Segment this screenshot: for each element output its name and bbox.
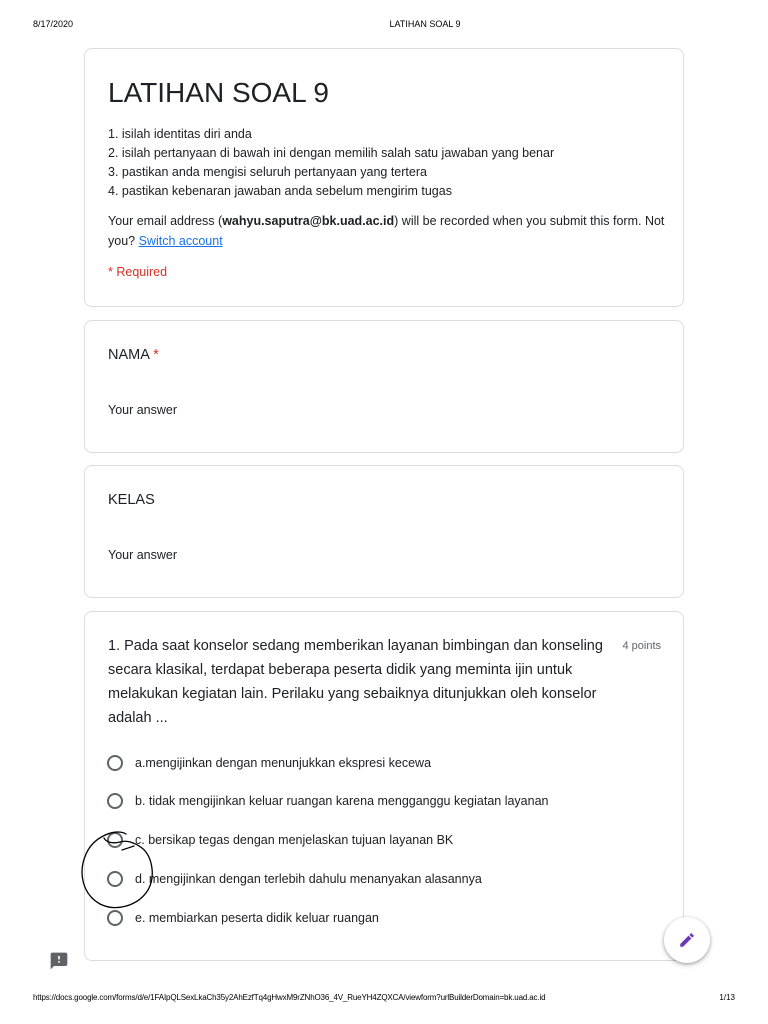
instruction-line: 3. pastikan anda mengisi seluruh pertanyaan yang tertera [108, 165, 427, 179]
edit-button[interactable] [664, 917, 710, 963]
email-prefix: Your email address ( [108, 214, 223, 228]
option-label: d. mengijinkan dengan terlebih dahulu menanyakan alasannya [135, 872, 482, 886]
required-note: * Required [108, 265, 168, 279]
question-card-1 [84, 611, 684, 961]
option-c[interactable] [107, 828, 647, 852]
switch-account-link[interactable]: Switch account [138, 233, 223, 248]
email-notice [108, 212, 668, 251]
option-label: e. membiarkan peserta didik keluar ruangan [135, 911, 379, 925]
question-1-text: 1. Pada saat konselor sedang memberikan layanan bimbingan dan konseling secara klasikal, terdapat beberapa peserta didik yang meminta ijin untuk melakukan kegiatan lain. Perilaku yang sebaiknya ditunjukkan oleh konselor adalah ... [108, 638, 603, 726]
print-footer [0, 993, 768, 1007]
nama-answer-input[interactable] [108, 399, 398, 421]
question-1-points: 4 points [622, 640, 661, 652]
option-e[interactable] [107, 906, 647, 930]
email-address: wahyu.saputra@bk.uad.ac.id [222, 214, 395, 228]
form-instructions [108, 125, 554, 201]
question-card-kelas [84, 465, 684, 598]
radio-button[interactable] [107, 793, 123, 809]
question-title-nama [108, 347, 159, 363]
form-header-card [84, 48, 684, 307]
print-url: https://docs.google.com/forms/d/e/1FAIpQLSexLkaCh35y2AhEzfTq4gHwxM9rZNhO36_4V_RueYH4ZQXCA/viewform?urlBuilderDomain=bk.uad.ac.id [33, 993, 546, 1002]
kelas-answer-input[interactable] [108, 544, 398, 566]
email-suffix: ) will be recorded when you submit this form. Not you? [108, 214, 665, 248]
instruction-line: 2. isilah pertanyaan di bawah ini dengan memilih salah satu jawaban yang benar [108, 146, 555, 160]
option-a[interactable] [107, 751, 647, 775]
pencil-icon [678, 931, 696, 949]
handdrawn-circle-annotation [76, 826, 156, 916]
feedback-icon[interactable] [49, 951, 69, 971]
instruction-line: 1. isilah identitas diri anda [108, 127, 252, 141]
print-title: LATIHAN SOAL 9 [389, 19, 461, 29]
print-header [0, 19, 768, 33]
question-title-text: NAMA [108, 347, 150, 363]
option-label: b. tidak mengijinkan keluar ruangan karena mengganggu kegiatan layanan [135, 794, 549, 808]
question-card-nama [84, 320, 684, 453]
question-title-kelas: KELAS [108, 492, 155, 508]
print-date: 8/17/2020 [33, 19, 74, 29]
print-page-number: 1/13 [719, 993, 735, 1002]
radio-button[interactable] [107, 755, 123, 771]
form-title: LATIHAN SOAL 9 [108, 77, 329, 108]
option-b[interactable] [107, 789, 647, 813]
option-label: a.mengijinkan dengan menunjukkan ekspresi kecewa [135, 756, 432, 770]
instruction-line: 4. pastikan kebenaran jawaban anda sebelum mengirim tugas [108, 184, 452, 198]
option-label: c. bersikap tegas dengan menjelaskan tujuan layanan BK [135, 833, 454, 847]
option-d[interactable] [107, 867, 647, 891]
required-star: * [153, 347, 159, 363]
